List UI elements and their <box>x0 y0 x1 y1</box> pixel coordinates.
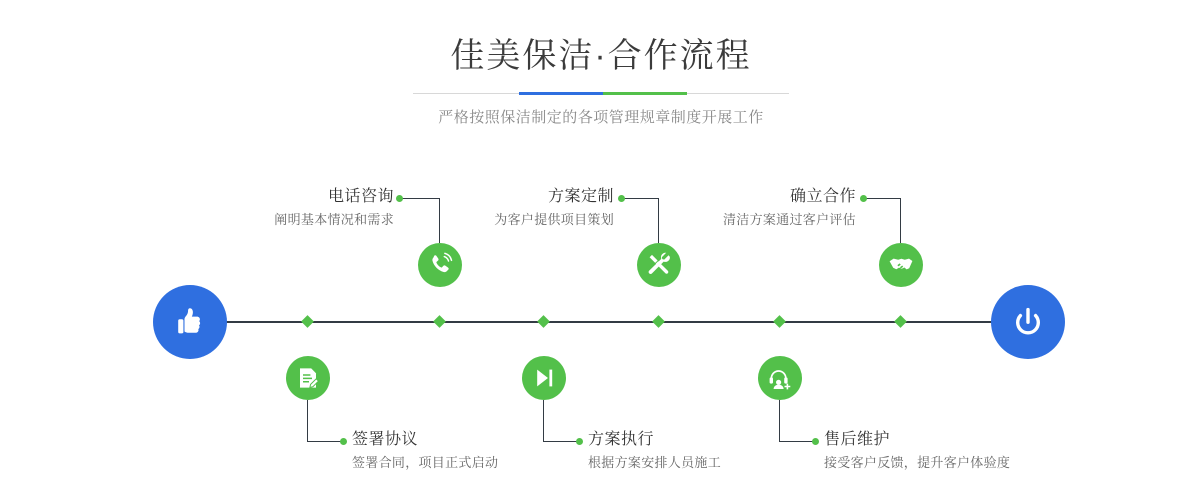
connector-horizontal-3 <box>622 198 658 199</box>
timeline-end-badge <box>991 285 1065 359</box>
power-icon <box>1008 302 1048 342</box>
connector-dot-5 <box>860 195 867 202</box>
step-node-6[interactable] <box>758 356 802 400</box>
connector-horizontal-4 <box>543 441 579 442</box>
step-title-2: 签署协议 <box>352 431 419 448</box>
step-title-3: 方案定制 <box>547 188 614 205</box>
step-desc-1: 阐明基本情况和需求 <box>274 212 394 227</box>
step-desc-4: 根据方案安排人员施工 <box>588 455 722 470</box>
connector-vertical-4 <box>543 400 544 441</box>
connector-vertical-3 <box>658 198 659 243</box>
handshake-icon <box>888 252 914 278</box>
step-title-4: 方案执行 <box>588 431 655 448</box>
step-node-2[interactable] <box>286 356 330 400</box>
tools-icon <box>646 252 672 278</box>
step-label-4 <box>588 429 721 473</box>
connector-vertical-1 <box>439 198 440 243</box>
thumbs-up-icon <box>170 302 210 342</box>
axis-marker-6 <box>773 315 786 328</box>
connector-dot-3 <box>618 195 625 202</box>
step-label-5 <box>700 186 856 230</box>
axis-marker-1 <box>433 315 446 328</box>
connector-dot-1 <box>396 195 403 202</box>
step-node-3[interactable] <box>637 243 681 287</box>
step-desc-5: 清洁方案通过客户评估 <box>722 212 856 227</box>
axis-marker-5 <box>894 315 907 328</box>
page-subtitle: 严格按照保洁制定的各项管理规章制度开展工作 <box>438 109 764 126</box>
connector-dot-4 <box>576 438 583 445</box>
customer-support-icon <box>767 365 793 391</box>
connector-horizontal-1 <box>400 198 439 199</box>
step-node-5[interactable] <box>879 243 923 287</box>
axis-marker-4 <box>537 315 550 328</box>
step-title-1: 电话咨询 <box>327 188 394 205</box>
connector-vertical-6 <box>779 400 780 441</box>
connector-horizontal-5 <box>864 198 900 199</box>
step-label-2 <box>352 429 498 473</box>
step-node-1[interactable] <box>418 243 462 287</box>
phone-call-icon <box>427 252 453 278</box>
step-label-3 <box>458 186 614 230</box>
page-title: 佳美保洁·合作流程 <box>450 37 752 75</box>
step-title-6: 售后维护 <box>824 431 891 448</box>
connector-horizontal-6 <box>779 441 815 442</box>
step-node-4[interactable] <box>522 356 566 400</box>
axis-marker-2 <box>301 315 314 328</box>
step-desc-6: 接受客户反馈，提升客户体验度 <box>824 455 1011 470</box>
step-label-6 <box>824 429 1010 473</box>
connector-vertical-2 <box>307 400 308 441</box>
connector-dot-2 <box>340 438 347 445</box>
connector-vertical-5 <box>900 198 901 243</box>
timeline-start-badge <box>153 285 227 359</box>
axis-marker-3 <box>652 315 665 328</box>
connector-dot-6 <box>812 438 819 445</box>
connector-horizontal-2 <box>307 441 343 442</box>
contract-edit-icon <box>295 365 321 391</box>
step-label-1 <box>252 186 394 230</box>
step-title-5: 确立合作 <box>789 188 856 205</box>
step-desc-3: 为客户提供项目策划 <box>494 212 614 227</box>
step-desc-2: 签署合同，项目正式启动 <box>352 455 499 470</box>
play-forward-icon <box>531 365 557 391</box>
